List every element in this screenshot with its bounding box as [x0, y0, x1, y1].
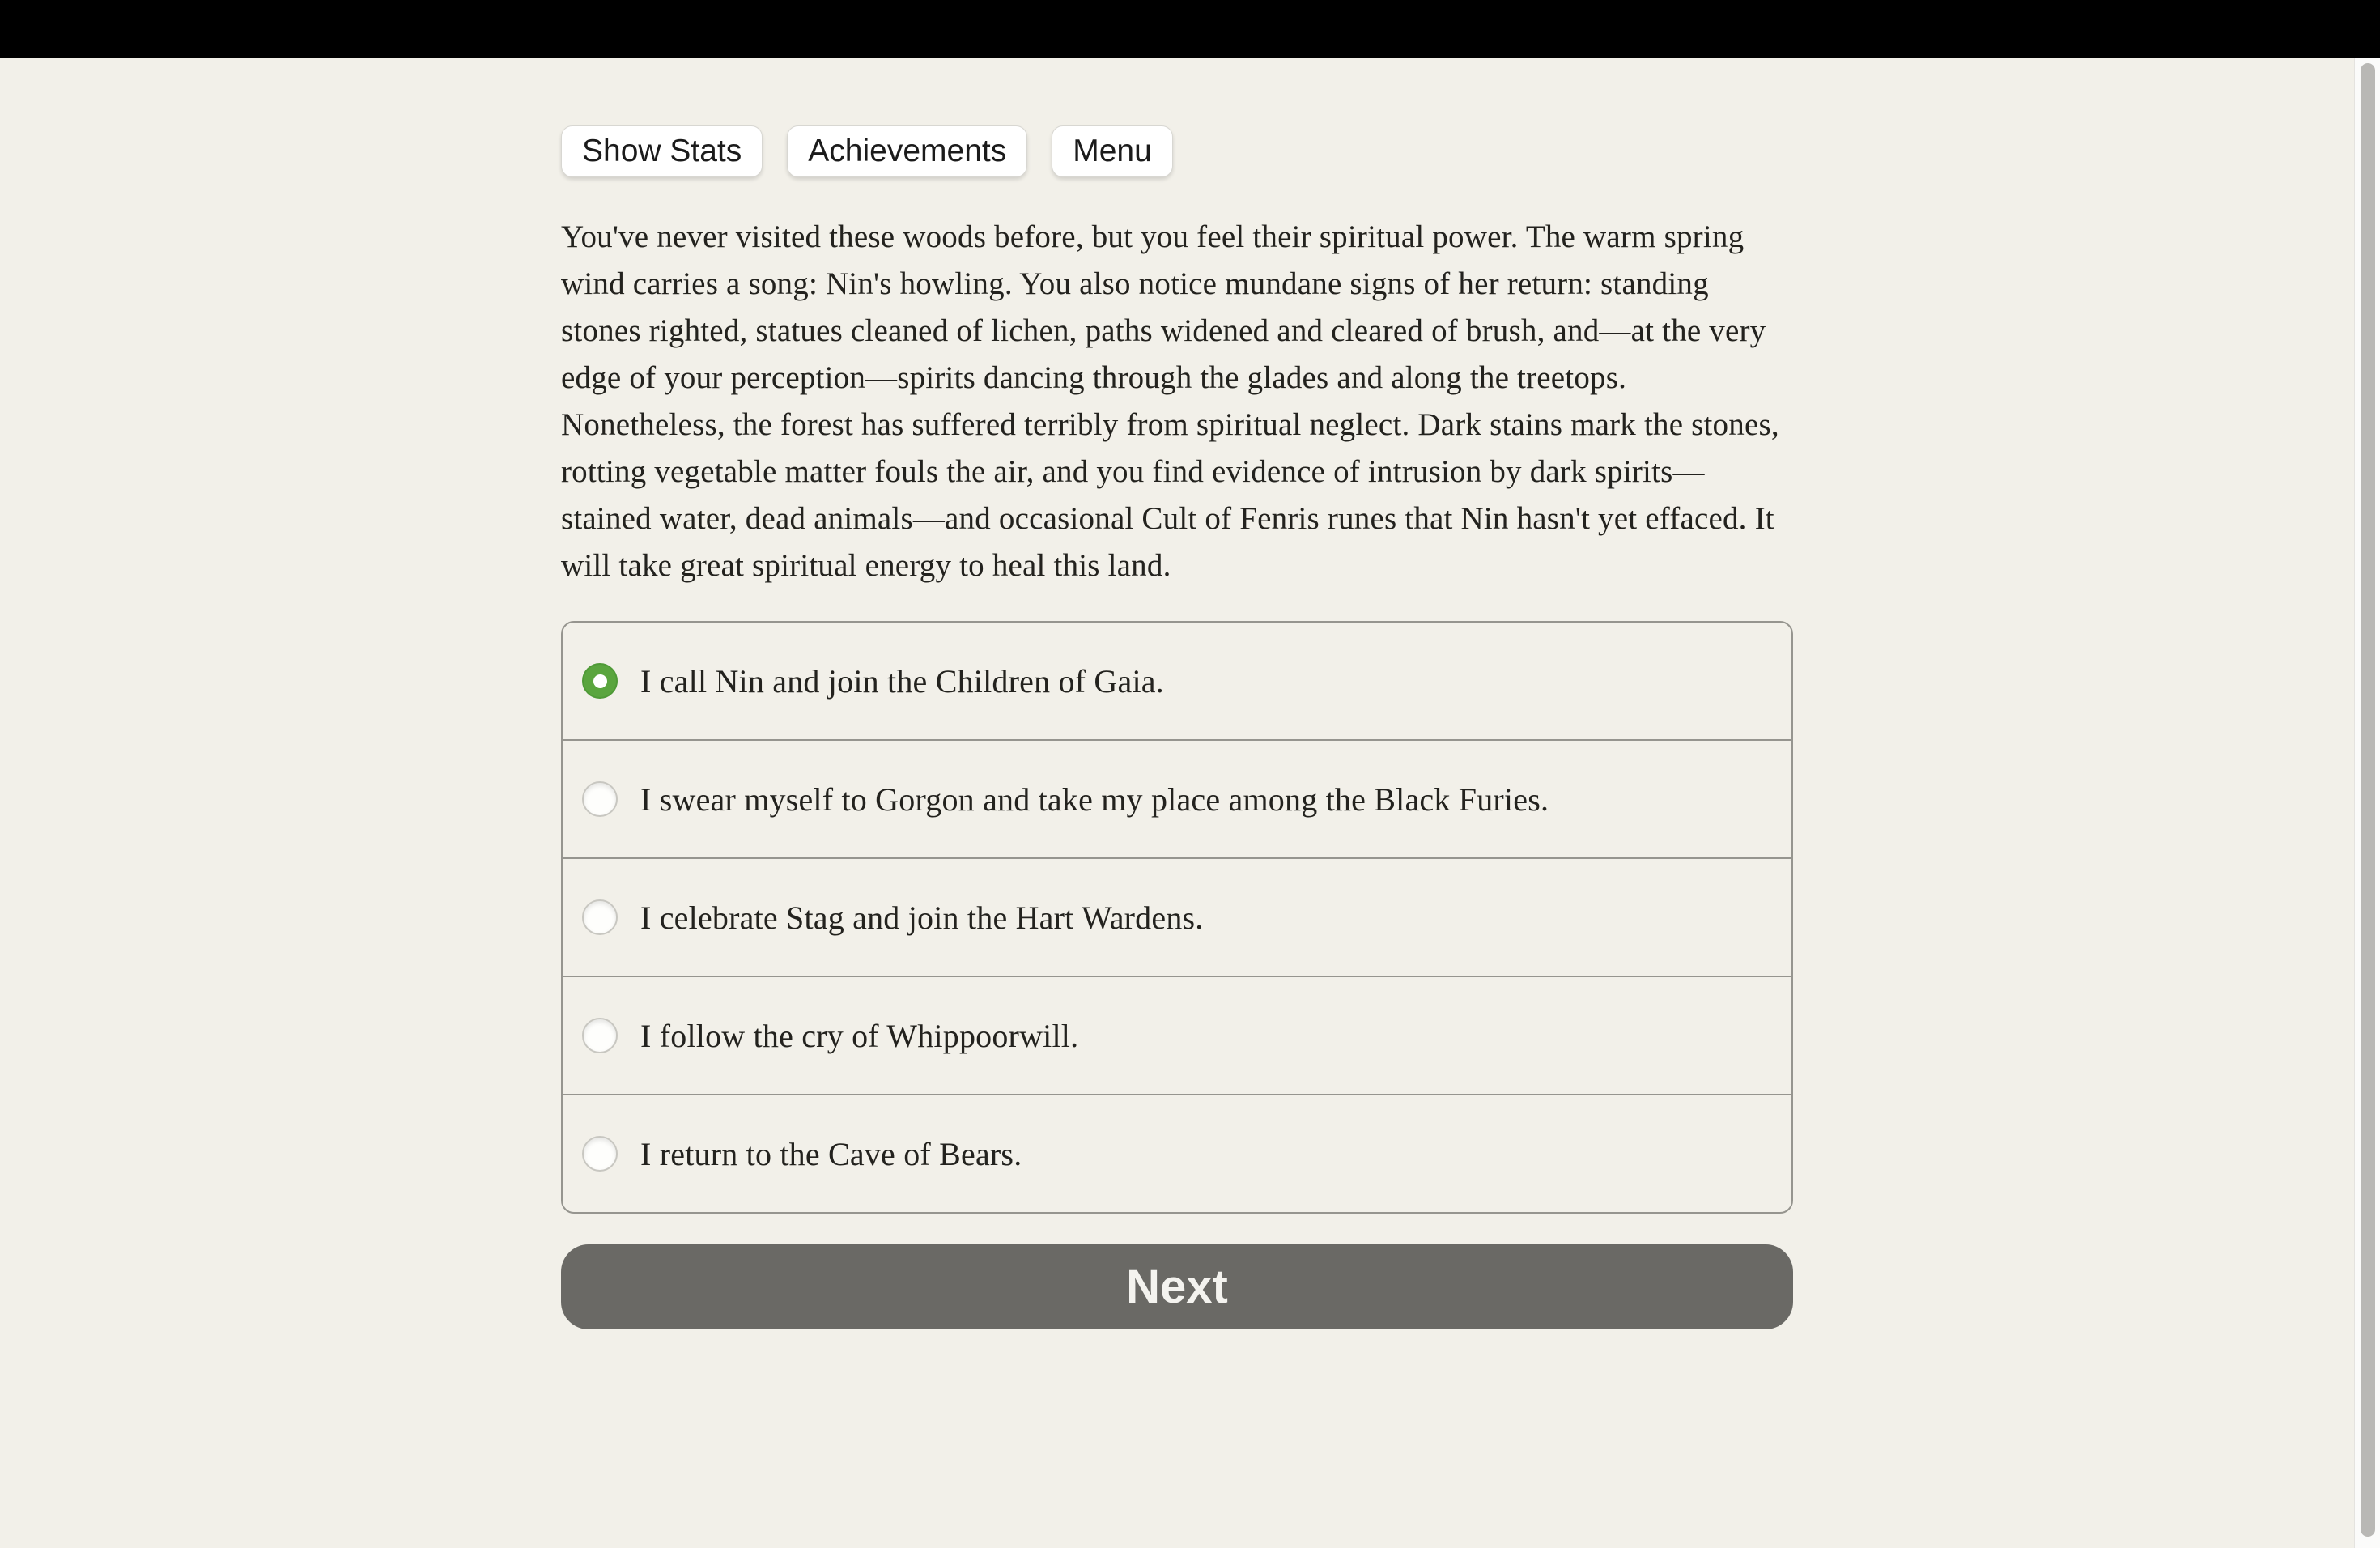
story-paragraph: You've never visited these woods before, but you feel their spiritual power. The warm spring wind carries a song: Nin's howling. You also notice mundane signs of her return: standing stones righted, statues cleaned of lichen, paths widened and cleared of brush, and—at the very edge of your perception—spirits dancing through the glades and along the treetops. Nonetheless, the forest has suffered terribly from spiritual neglect. Dark stains mark the stones, rotting vegetable matter fouls the air, and you find evidence of intrusion by dark spirits—stained water, dead animals—and occasional Cult of Fenris runes that Nin hasn't yet effaced. It will take great spiritual energy to heal this land.: [561, 219, 1779, 583]
choice-option-cave-of-bears[interactable]: [563, 1094, 1791, 1212]
choice-option-whippoorwill[interactable]: [563, 976, 1791, 1094]
choice-option-black-furies[interactable]: [563, 739, 1791, 857]
top-black-bar: [0, 0, 2380, 58]
next-button[interactable]: Next: [561, 1244, 1793, 1329]
radio-button-selected[interactable]: [582, 663, 618, 699]
choice-label: I celebrate Stag and join the Hart Wardens.: [640, 899, 1204, 936]
radio-button[interactable]: [582, 1136, 618, 1172]
achievements-button[interactable]: Achievements: [787, 125, 1027, 177]
game-toolbar: [561, 125, 1793, 177]
vertical-scrollbar-thumb[interactable]: [2361, 63, 2375, 1537]
choice-label: I call Nin and join the Children of Gaia.: [640, 662, 1164, 700]
radio-button[interactable]: [582, 899, 618, 935]
game-page: [0, 58, 2354, 1548]
show-stats-button[interactable]: Show Stats: [561, 125, 763, 177]
choice-label: I return to the Cave of Bears.: [640, 1135, 1022, 1172]
choice-list: [561, 621, 1793, 1214]
choice-option-hart-wardens[interactable]: [563, 857, 1791, 976]
radio-button[interactable]: [582, 781, 618, 817]
choice-label: I follow the cry of Whippoorwill.: [640, 1017, 1079, 1054]
choice-label: I swear myself to Gorgon and take my place among the Black Furies.: [640, 780, 1549, 818]
choice-option-children-of-gaia[interactable]: [563, 623, 1791, 739]
vertical-scrollbar-track[interactable]: [2354, 58, 2380, 1548]
menu-button[interactable]: Menu: [1052, 125, 1173, 177]
radio-button[interactable]: [582, 1018, 618, 1053]
story-content-column: [561, 58, 1793, 1329]
